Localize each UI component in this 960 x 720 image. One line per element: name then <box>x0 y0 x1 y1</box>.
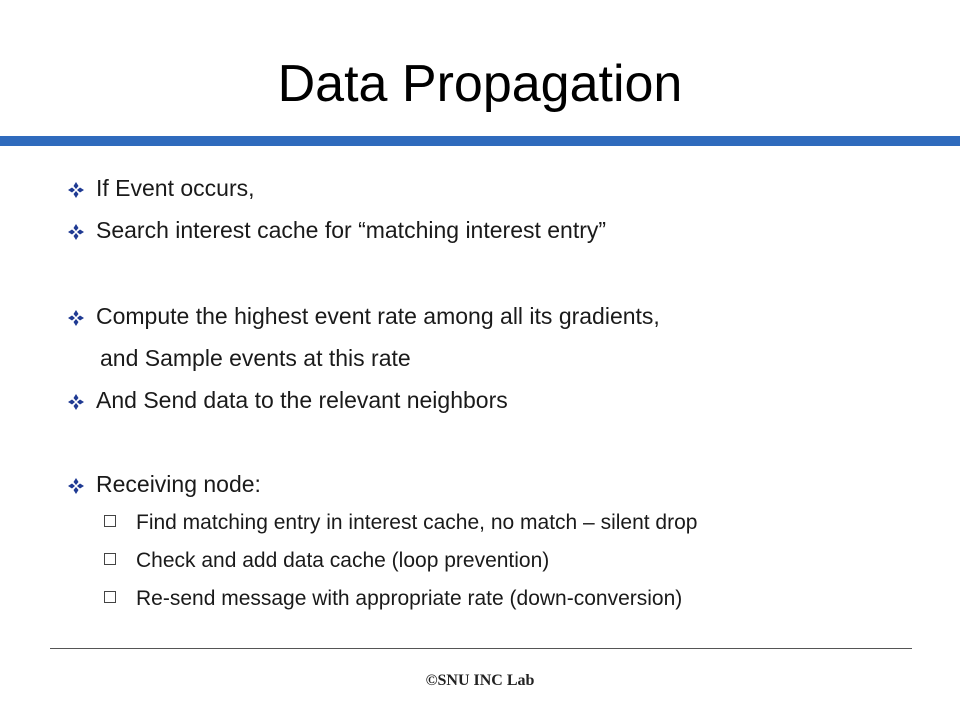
bullet-continuation: and Sample events at this rate <box>100 345 411 371</box>
bullet-text: Receiving node: <box>96 471 261 497</box>
bullet-item <box>68 302 660 332</box>
bullet-item <box>68 386 508 416</box>
footer-copyright: ©SNU INC Lab <box>425 672 535 689</box>
bullet-item <box>68 470 261 500</box>
hollow-square-bullet-icon <box>104 553 116 565</box>
bullet-item <box>68 174 255 204</box>
four-diamond-bullet-icon <box>68 472 96 500</box>
sub-bullet-item <box>104 586 682 612</box>
sub-bullet-text: Find matching entry in interest cache, no match – silent drop <box>136 511 698 534</box>
bullet-text: Compute the highest event rate among all its gradients, <box>96 303 660 329</box>
hollow-square-bullet-icon <box>104 515 116 527</box>
hollow-square-bullet-icon <box>104 591 116 603</box>
four-diamond-bullet-icon <box>68 218 96 246</box>
sub-bullet-item <box>104 548 549 574</box>
sub-bullet-item <box>104 510 697 536</box>
four-diamond-bullet-icon <box>68 304 96 332</box>
sub-bullet-text: Check and add data cache (loop prevention) <box>136 549 550 572</box>
bullet-text: If Event occurs, <box>96 175 255 201</box>
bullet-text: And Send data to the relevant neighbors <box>96 387 508 413</box>
title-underline-bar <box>0 136 960 146</box>
four-diamond-bullet-icon <box>68 176 96 204</box>
sub-bullet-text: Re-send message with appropriate rate (down-conversion) <box>136 587 683 610</box>
bullet-item <box>68 216 606 246</box>
bullet-text: Search interest cache for “matching interest entry” <box>96 217 607 243</box>
slide-title: Data Propagation <box>277 55 683 113</box>
footer-divider <box>50 648 912 649</box>
four-diamond-bullet-icon <box>68 388 96 416</box>
